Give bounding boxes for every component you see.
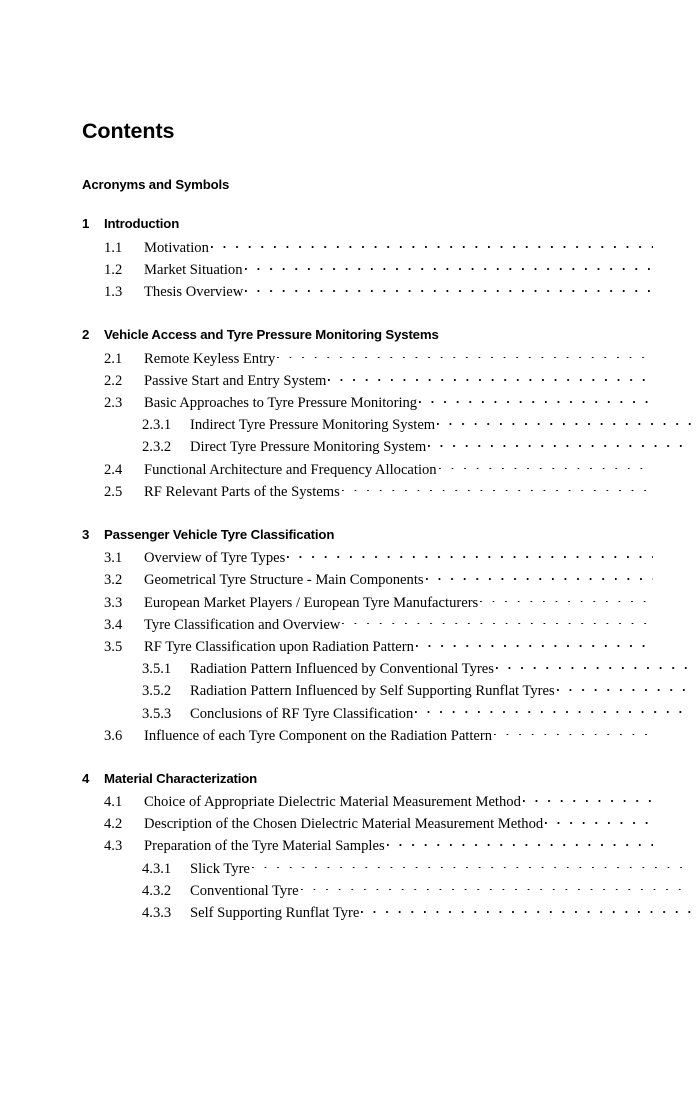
toc-entry-number: 3: [82, 526, 90, 542]
toc-entry-number: 4.3.1: [142, 860, 172, 877]
toc-entry-title: Tyre Classification and Overview: [144, 616, 341, 633]
toc-entry-title: Passenger Vehicle Tyre Classification: [104, 526, 335, 542]
toc-entry[interactable]: [142, 902, 693, 924]
toc-entry-number: 3.6: [104, 727, 123, 744]
toc-entry-list: [82, 176, 633, 925]
toc-entry-number: 2.5: [104, 483, 123, 500]
table-of-contents: [82, 118, 633, 925]
toc-entry-number: 4.2: [104, 816, 123, 833]
toc-entry-number: 1: [82, 216, 90, 232]
toc-entry-title: Introduction: [104, 216, 180, 232]
toc-entry-number: 2.1: [104, 350, 123, 367]
toc-entry-title: RF Tyre Classification upon Radiation Pattern: [144, 638, 414, 655]
toc-entry-title: Indirect Tyre Pressure Monitoring System: [190, 417, 436, 434]
toc-entry-number: 3.5.3: [142, 705, 172, 722]
toc-entry-title: Thesis Overview: [144, 284, 244, 301]
toc-entry-title: Vehicle Access and Tyre Pressure Monitoring Systems: [104, 327, 439, 343]
toc-entry-number: 3.2: [104, 572, 123, 589]
toc-entry-title: Slick Tyre: [190, 860, 250, 877]
toc-entry-number: 2.4: [104, 461, 123, 478]
page-title: Contents: [82, 119, 175, 143]
toc-entry-number: 4.1: [104, 794, 123, 811]
toc-entry-number: 1.3: [104, 284, 123, 301]
toc-entry-number: 3.1: [104, 550, 123, 567]
toc-entry-title: Material Characterization: [104, 770, 258, 786]
toc-entry-title: Motivation: [144, 239, 209, 256]
toc-entry-number: 3.3: [104, 594, 123, 611]
toc-entry-title: Overview of Tyre Types: [144, 550, 286, 567]
toc-entry-title: Choice of Appropriate Dielectric Material Measurement Method: [144, 794, 521, 811]
toc-entry-title: Radiation Pattern Influenced by Self Supporting Runflat Tyres: [190, 683, 555, 700]
toc-entry-number: 4: [82, 770, 90, 786]
toc-entry-number: 2.3.1: [142, 417, 172, 434]
toc-entry-title: European Market Players / European Tyre Manufacturers: [144, 594, 479, 611]
toc-entry-title: Market Situation: [144, 262, 243, 279]
toc-entry-number: 2.3: [104, 395, 123, 412]
toc-entry-title: Direct Tyre Pressure Monitoring System: [190, 439, 427, 456]
toc-entry-number: 4.3: [104, 838, 123, 855]
toc-entry-number: 2.3.2: [142, 439, 172, 456]
toc-entry-page-number: [82, 118, 700, 1110]
toc-entry-number: 2.2: [104, 372, 123, 389]
toc-entry-title: Geometrical Tyre Structure - Main Components: [144, 572, 424, 589]
toc-entry-number: 1.2: [104, 262, 123, 279]
toc-entry-number: 3.5.2: [142, 683, 172, 700]
toc-entry-number: 2: [82, 327, 90, 343]
toc-entry-title: Preparation of the Tyre Material Samples: [144, 838, 385, 855]
toc-entry-title: Passive Start and Entry System: [144, 372, 327, 389]
toc-entry-number: 3.4: [104, 616, 123, 633]
toc-entry-title: Basic Approaches to Tyre Pressure Monitoring: [144, 395, 418, 412]
toc-entry-title: Remote Keyless Entry: [144, 350, 276, 367]
toc-entry-title: Influence of each Tyre Component on the Radiation Pattern: [144, 727, 493, 744]
toc-entry-title: Conventional Tyre: [190, 882, 299, 899]
toc-entry-number: 4.3.2: [142, 882, 172, 899]
toc-entry-number: 1.1: [104, 239, 123, 256]
toc-entry-number: 4.3.3: [142, 905, 172, 922]
toc-entry-title: Functional Architecture and Frequency Allocation: [144, 461, 437, 478]
toc-entry-number: 3.5.1: [142, 661, 172, 678]
toc-entry-title: Radiation Pattern Influenced by Conventional Tyres: [190, 661, 494, 678]
toc-entry-number: 3.5: [104, 638, 123, 655]
toc-entry-title: RF Relevant Parts of the Systems: [144, 483, 340, 500]
toc-entry-title: Conclusions of RF Tyre Classification: [190, 705, 414, 722]
toc-entry-title: Acronyms and Symbols: [82, 177, 230, 193]
toc-entry-title: Self Supporting Runflat Tyre: [190, 905, 360, 922]
toc-entry-title: Description of the Chosen Dielectric Material Measurement Method: [144, 816, 544, 833]
